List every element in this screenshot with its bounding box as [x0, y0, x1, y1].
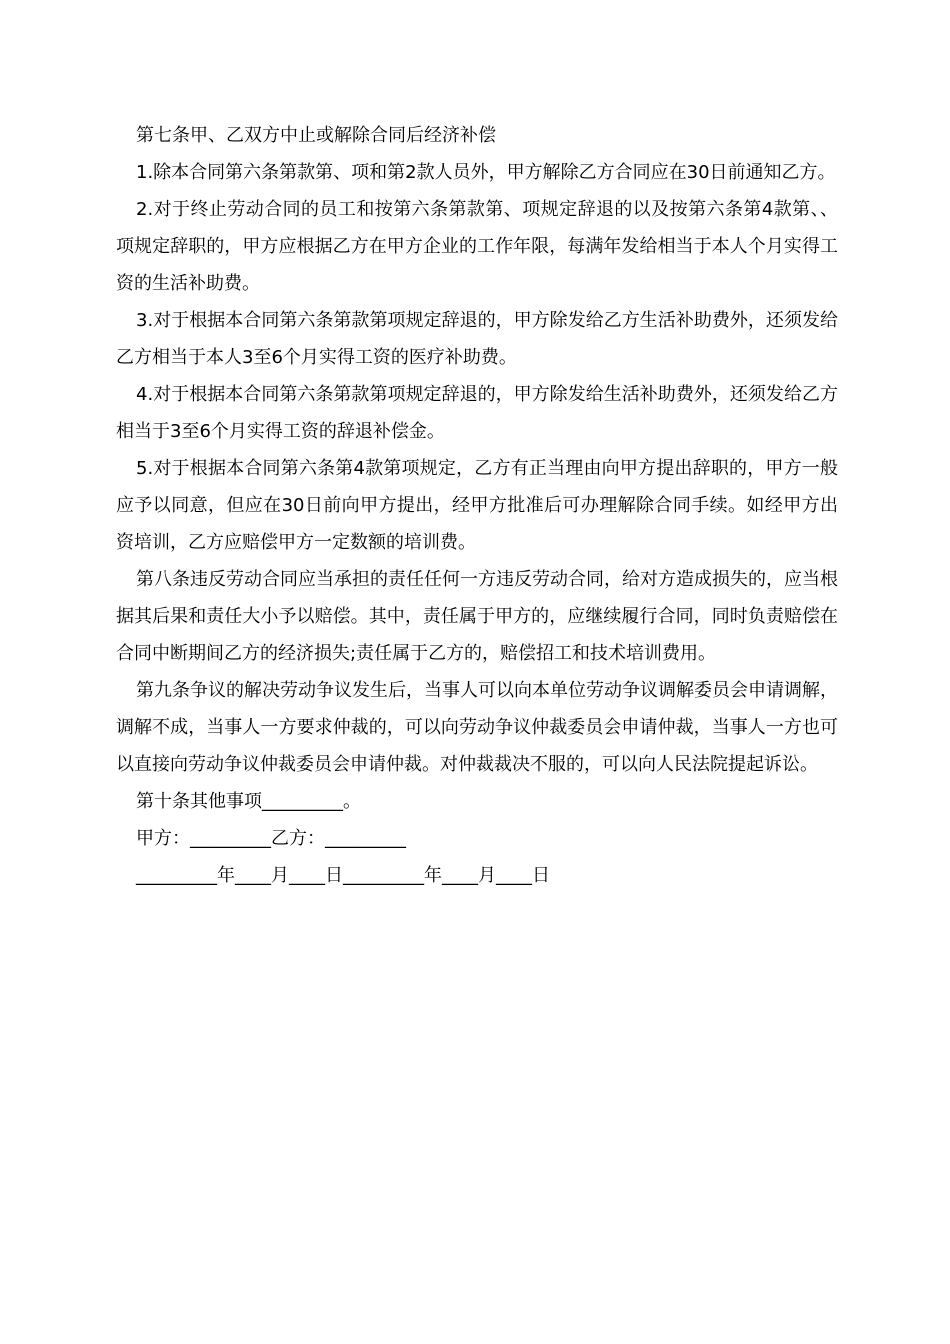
article-7-item-2: 2.对于终止劳动合同的员工和按第六条第款第、项规定辞退的以及按第六条第4款第、、项规定辞职的，甲方应根据乙方在甲方企业的工作年限，每满年发给相当于本人个月实得工资的生活补助费。: [116, 199, 838, 294]
document-page: [116, 117, 838, 894]
article-7-item-3: 3.对于根据本合同第六条第款第项规定辞退的，甲方除发给乙方生活补助费外，还须发给乙方相当于本人3至6个月实得工资的医疗补助费。: [116, 310, 838, 368]
signature-parties-line: 甲方：_________乙方：_________: [136, 828, 406, 849]
article-7-heading: 第七条甲、乙双方中止或解除合同后经济补偿: [136, 125, 496, 146]
article-7-item-4: 4.对于根据本合同第六条第款第项规定辞退的，甲方除发给生活补助费外，还须发给乙方相当于3至6个月实得工资的辞退补偿金。: [116, 384, 838, 442]
signature-date-line: _________年____月____日_________年____月____日: [136, 865, 550, 886]
article-9-paragraph: 第九条争议的解决劳动争议发生后，当事人可以向本单位劳动争议调解委员会申请调解，调解不成，当事人一方要求仲裁的，可以向劳动争议仲裁委员会申请仲裁，当事人一方也可以直接向劳动争议仲裁委员会申请仲裁。对仲裁裁决不服的，可以向人民法院提起诉讼。: [116, 680, 838, 775]
article-7-item-1: 1.除本合同第六条第款第、项和第2款人员外，甲方解除乙方合同应在30日前通知乙方。: [136, 162, 836, 183]
article-10-paragraph: 第十条其他事项_________。: [136, 791, 361, 812]
article-8-paragraph: 第八条违反劳动合同应当承担的责任任何一方违反劳动合同，给对方造成损失的，应当根据其后果和责任大小予以赔偿。其中，责任属于甲方的，应继续履行合同，同时负责赔偿在合同中断期间乙方的经济损失;责任属于乙方的，赔偿招工和技术培训费用。: [116, 569, 838, 664]
article-7-item-5: 5.对于根据本合同第六条第4款第项规定，乙方有正当理由向甲方提出辞职的，甲方一般应予以同意，但应在30日前向甲方提出，经甲方批准后可办理解除合同手续。如经甲方出资培训，乙方应赔偿甲方一定数额的培训费。: [116, 458, 838, 553]
